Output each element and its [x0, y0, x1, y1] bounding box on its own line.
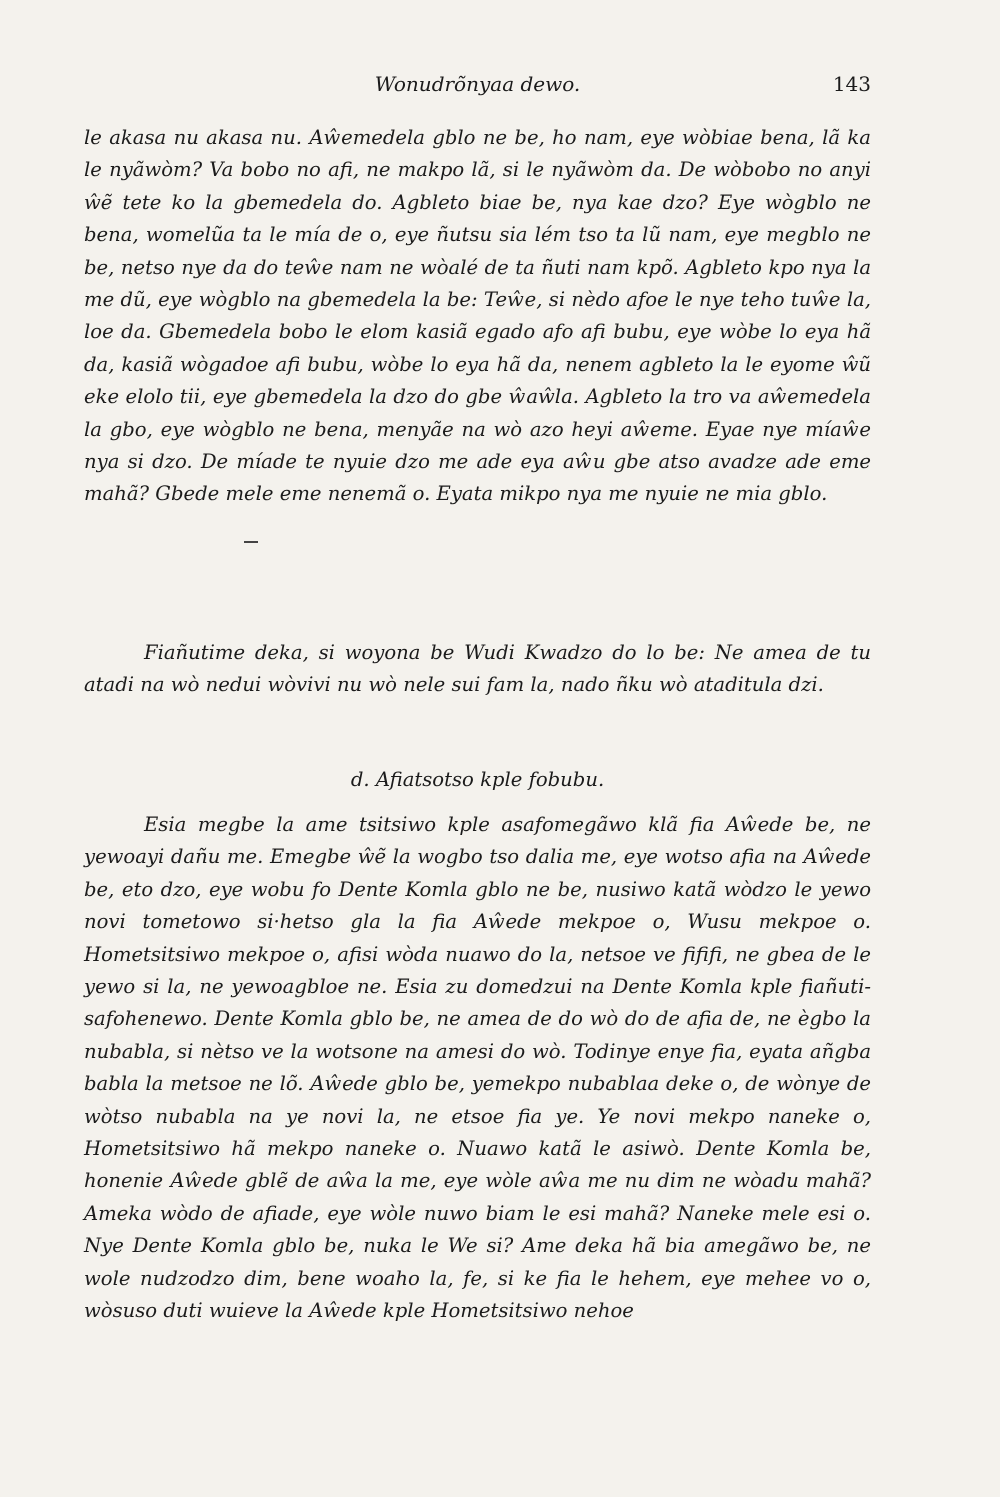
page-number: 143: [832, 72, 871, 96]
paragraph-proverb: [84, 637, 871, 702]
paragraph-text: Esia megbe la ame tsitsiwo kple asafomegãwo klã fia Aŵede be, ne yewoayi dañu me. Emegbe ŵẽ la wogbo tso dalia me, eye wotso afia na Aŵede be, eto dzo, eye wobu fo Dente Komla gblo ne be, nusiwo katã wòdzo le yewo novi tometowo si·hetso gla la fia Aŵede mekpoe o, Wusu mekpoe o. Hometsitsiwo mekpoe o, afisi wòda nuawo do la, netsoe ve fififi, ne gbea de le yewo si la, ne yewoagbloe ne. Esia zu domedzui na Dente Komla kple fiañuti-safohenewo. Dente Komla gblo be, ne amea de do wò do de afia de, ne ègbo la nubabla, si nètso ve la wotsone na amesi do wò. Todinye enye fia, eyata añgba babla la metsoe ne lõ. Aŵede gblo be, yemekpo nubablaa deke o, de wònye de wòtso nubabla na ye novi la, ne etsoe fia ye. Ye novi mekpo naneke o, Hometsitsiwo hã mekpo naneke o. Nuawo katã le asiwò. Dente Komla be, honenie Aŵede gblẽ de aŵa la me, eye wòle aŵa me nu dim ne wòadu mahã? Ameka wòdo de afiade, eye wòle nuwo biam le esi mahã? Naneke mele esi o. Nye Dente Komla gblo be, nuka le We si? Ame deka hã bia amegãwo be, ne wole nudzodzo dim, bene woaho la, fe, si ke fia le hehem, eye mehee vo o, wòsuso duti wuieve la Aŵede kple Hometsitsiwo nehoe: [84, 813, 871, 1323]
paragraph-text: le akasa nu akasa nu. Aŵemedela gblo ne be, ho nam, eye wòbiae bena, lã ka le nyãwòm? Va bobo no afi, ne makpo lã, si le nyãwòm da. De wòbobo no anyi ŵẽ tete ko la gbemedela do. Agbleto biae be, nya kae dzo? Eye wògblo ne bena, womelũa ta le mía de o, eye ñutsu sia lém tso ta lũ nam, eye megblo ne be, netso nye da do teŵe nam ne wòalé de ta ñuti nam kpõ. Agbleto kpo nya la me dũ, eye wògblo na gbemedela la be: Teŵe, si nèdo afoe le nye teho tuŵe la, loe da. Gbemedela bobo le elom kasiã egado afo afi bubu, eye wòbe lo eya hã da, kasiã wògadoe afi bubu, wòbe lo eya hã da, nenem agbleto la le eyome ŵũ eke elolo tii, eye gbemedela la dzo do gbe ŵaŵla. Agbleto la tro va aŵemedela la gbo, eye wògblo ne bena, menyãe na wò azo heyi aŵeme. Eyae nye míaŵe nya si dzo. De míade te nyuie dzo me ade eya aŵu gbe atso avadze ade eme mahã? Gbede mele eme nenemã o. Eyata mikpo nya me nyuie ne mia gblo.: [84, 126, 871, 506]
section-heading: d. Afiatsotso kple fobubu.: [350, 768, 605, 791]
running-title: Wonudrõnyaa dewo.: [374, 72, 581, 96]
running-head: [84, 72, 871, 102]
stray-mark: [244, 541, 258, 543]
paragraph-text: Fiañutime deka, si woyona be Wudi Kwadzo do lo be: Ne amea de tu atadi na wò nedui wòvivi nu wò nele sui fam la, nado ñku wò ataditula dzi.: [84, 641, 871, 697]
paragraph-section-body: [84, 809, 871, 1328]
paragraph-continued: [84, 122, 871, 511]
